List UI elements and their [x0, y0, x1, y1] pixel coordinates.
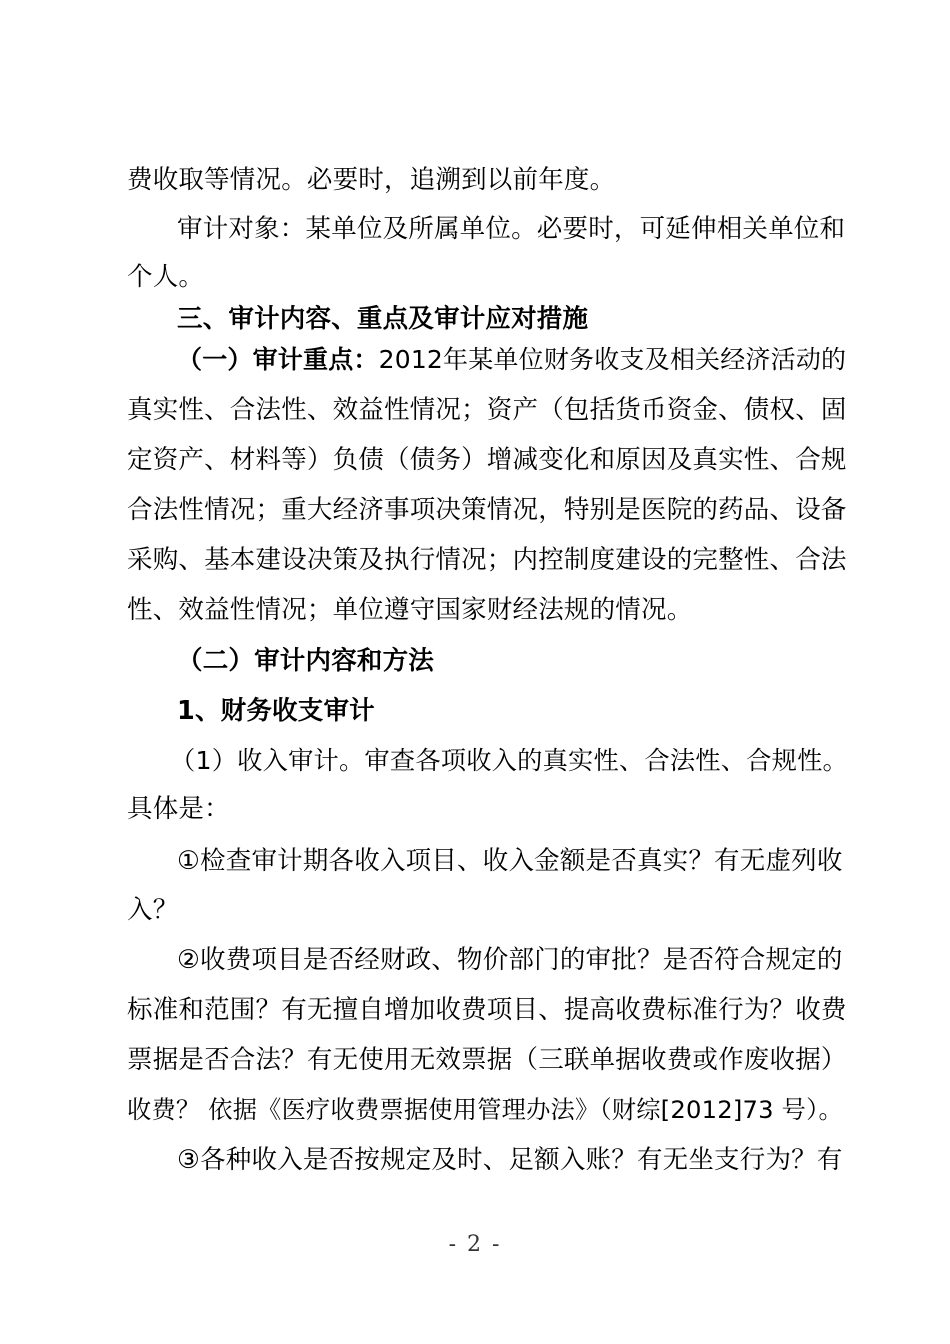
body-line: ③各种收入是否按规定及时、足额入账？有无坐支行为？有	[177, 1145, 843, 1175]
section-heading: 三、审计内容、重点及审计应对措施	[177, 304, 589, 334]
body-line: 个人。	[127, 262, 205, 292]
page-number: - 2 -	[448, 1232, 502, 1257]
body-line: 真实性、合法性、效益性情况；资产（包括货币资金、债权、固	[127, 395, 847, 425]
body-line: 定资产、材料等）负债（债务）增减变化和原因及真实性、合规	[127, 445, 847, 475]
body-line: ②收费项目是否经财政、物价部门的审批？是否符合规定的	[177, 945, 843, 975]
body-text: 2012年某单位财务收支及相关经济活动的	[378, 345, 847, 374]
body-line	[177, 343, 847, 377]
subsection-heading: （二）审计内容和方法	[177, 646, 435, 676]
body-line: 性、效益性情况；单位遵守国家财经法规的情况。	[127, 595, 693, 625]
body-line: 合法性情况；重大经济事项决策情况，特别是医院的药品、设备	[127, 495, 847, 525]
body-line: （1）收入审计。审查各项收入的真实性、合法性、合规性。	[170, 746, 848, 775]
item-heading: 1、财务收支审计	[177, 696, 375, 726]
body-line: 费收取等情况。必要时，追溯到以前年度。	[127, 165, 616, 195]
body-line: 审计对象：某单位及所属单位。必要时，可延伸相关单位和	[177, 214, 846, 244]
subsection-label: （一）审计重点：	[177, 345, 379, 374]
body-line: 入？	[127, 895, 179, 925]
body-line: 标准和范围？有无擅自增加收费项目、提高收费标准行为？收费	[127, 995, 847, 1025]
body-line: ①检查审计期各收入项目、收入金额是否真实？有无虚列收	[177, 846, 843, 876]
body-line: 具体是：	[127, 794, 230, 824]
body-line: 采购、基本建设决策及执行情况；内控制度建设的完整性、合法	[127, 545, 847, 575]
body-line: 票据是否合法？有无使用无效票据（三联单据收费或作废收据）	[127, 1045, 847, 1075]
body-line: 收费？ 依据《医疗收费票据使用管理办法》（财综[2012]73 号）。	[127, 1095, 843, 1124]
